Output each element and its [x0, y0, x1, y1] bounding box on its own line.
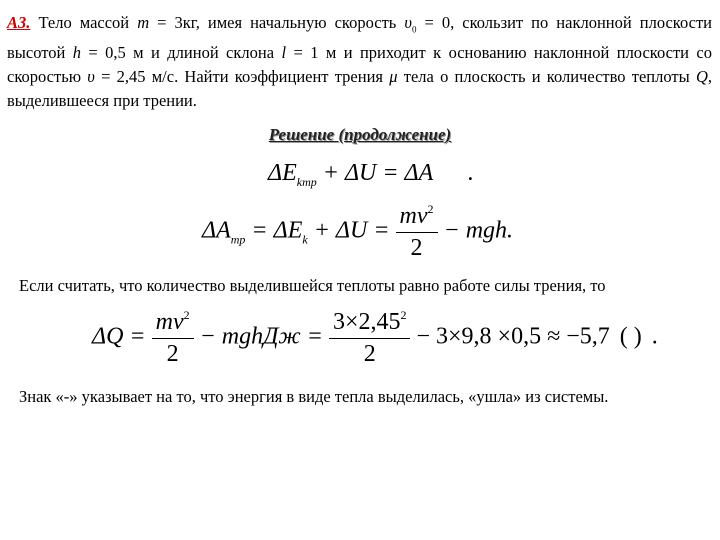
- formula3-dot: .: [651, 323, 658, 350]
- formula3-lhs: ΔQ =: [92, 323, 152, 350]
- problem-text: = 0, скользит по наклонной плоскости высотой: [7, 13, 713, 63]
- formula1-dE: ΔE: [268, 160, 297, 186]
- formula3-num1: mv: [155, 309, 184, 335]
- formula2-eq1: = ΔE: [245, 217, 303, 244]
- formula3-num1-sup: 2: [183, 308, 190, 322]
- formula3-paren: ( ): [619, 323, 642, 350]
- problem-text: = 3кг, имея начальную скорость: [149, 13, 405, 32]
- formula1-dot: .: [467, 160, 474, 186]
- formula-energy-balance: [268, 160, 473, 190]
- formula2-num-sup: 2: [427, 202, 434, 216]
- formula1-rest: + ΔU = ΔA: [316, 160, 434, 186]
- section-heading: Решение (продолжение): [268, 125, 452, 144]
- problem-text: = 1 м и приходит к основанию наклонной плоскости со скоростью: [7, 43, 712, 87]
- problem-text: Тело массой: [30, 13, 138, 32]
- var-mu: μ: [389, 67, 398, 87]
- var-l: l: [281, 43, 287, 63]
- formula-heat: [92, 308, 658, 372]
- var-h: h: [72, 43, 81, 63]
- var-v0-sub: 0: [411, 24, 417, 35]
- formula3-den1: 2: [166, 341, 179, 367]
- problem-statement: [7, 11, 712, 113]
- formula1-sub: kmp: [296, 175, 317, 189]
- problem-text: тела о плоскость и количество теплоты: [397, 67, 696, 87]
- formula3-rest: − 3×9,8 ×0,5 ≈ −5,7: [410, 323, 610, 350]
- formula3-num2-sup: 2: [400, 308, 407, 322]
- explanation-text: Если считать, что количество выделившейся теплоты равно работе силы трения, то: [19, 276, 606, 295]
- var-Q: Q: [695, 67, 708, 87]
- problem-label: А3.: [7, 13, 31, 32]
- formula3-fraction2: [329, 308, 411, 368]
- var-m: m: [137, 13, 150, 32]
- formula2-dA: ΔA: [202, 217, 231, 244]
- formula2-sub2: k: [302, 232, 308, 247]
- formula3-den2: 2: [363, 341, 376, 367]
- formula3-num2: 3×2,45: [332, 309, 401, 335]
- formula2-sub1: mp: [230, 232, 246, 247]
- problem-text: , выделившееся при трении.: [7, 67, 712, 111]
- problem-text: = 2,45 м/с. Найти коэффициент трения: [94, 67, 390, 87]
- formula2-rest2: − mgh.: [437, 217, 514, 244]
- formula2-den: 2: [410, 235, 423, 261]
- formula-friction-work: [202, 202, 513, 266]
- var-v: υ: [87, 67, 95, 87]
- formula3-fraction1: [152, 308, 194, 368]
- formula2-fraction: [396, 202, 438, 262]
- formula2-rest1: + ΔU =: [307, 217, 396, 244]
- var-v0: υ: [404, 13, 412, 32]
- conclusion-text: Знак «-» указывает на то, что энергия в виде тепла выделилась, «ушла» из системы.: [19, 387, 609, 406]
- formula2-num: mv: [399, 203, 428, 229]
- formula3-mid: − mghДж =: [193, 323, 329, 350]
- problem-text: = 0,5 м и длиной склона: [80, 43, 282, 63]
